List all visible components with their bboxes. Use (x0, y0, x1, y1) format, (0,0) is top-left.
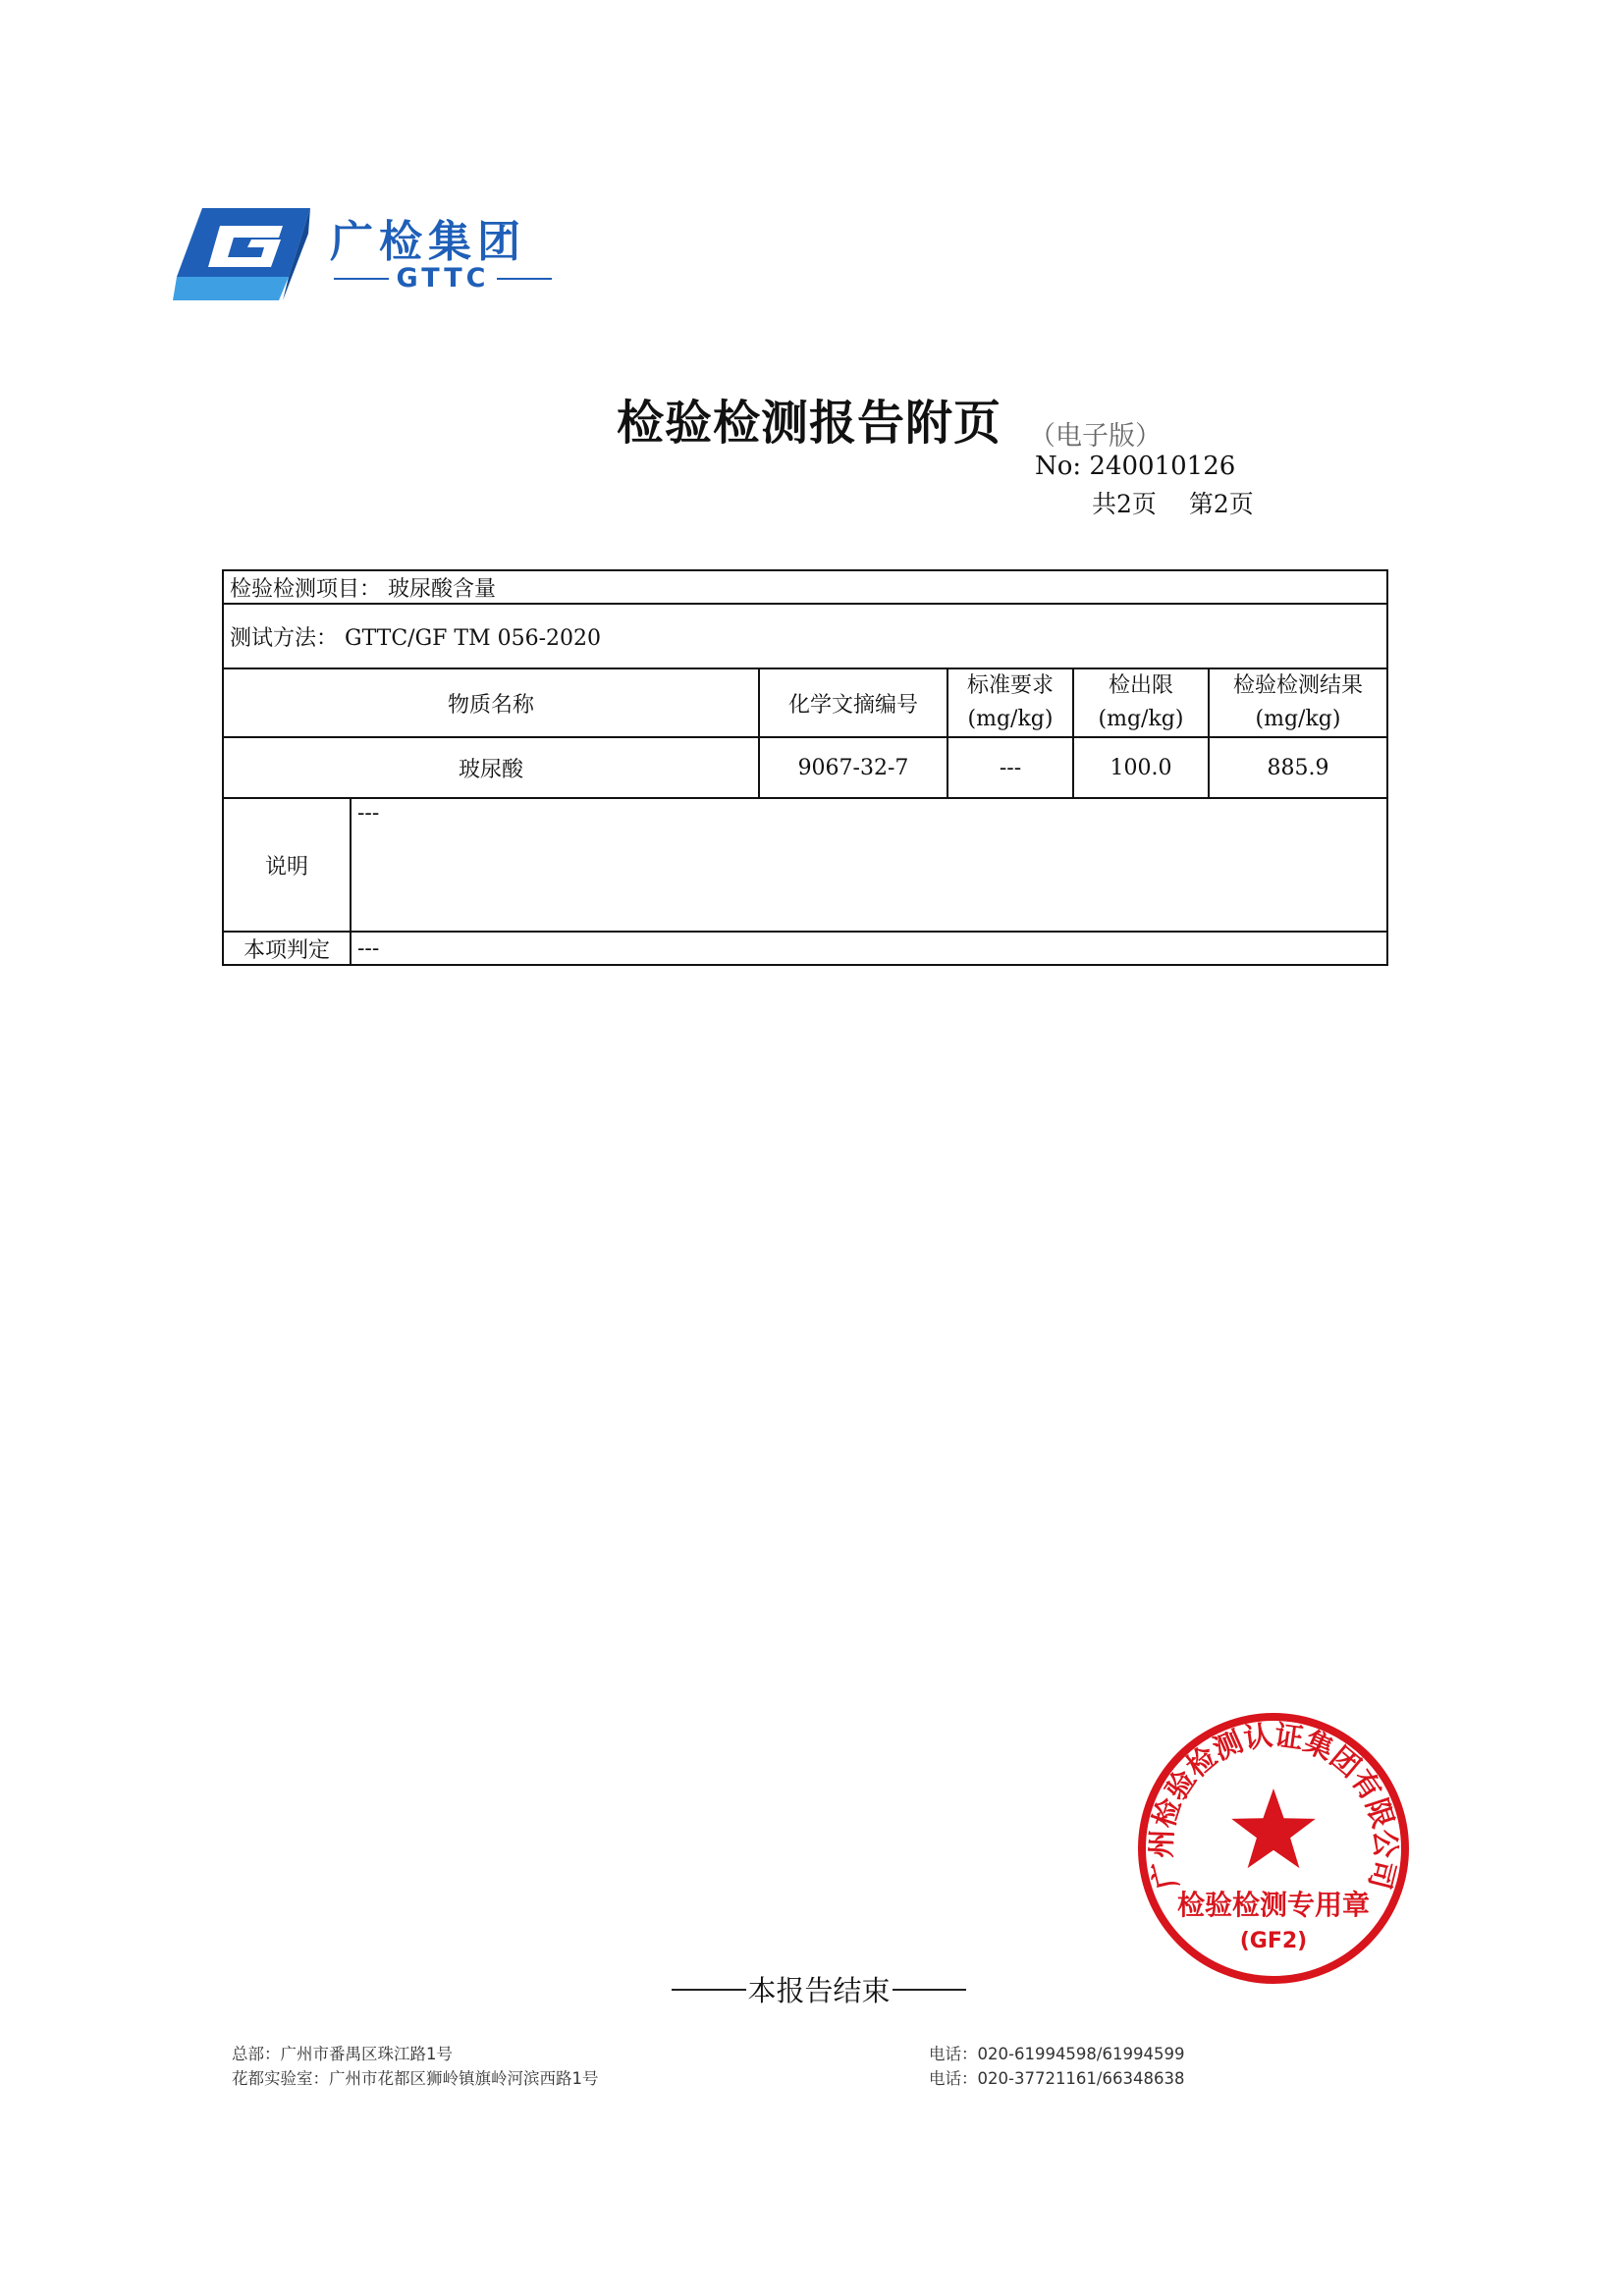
footer-hq-phone: 电话：020-61994598/61994599 (929, 2045, 1185, 2063)
col-standard-unit: (mg/kg) (967, 707, 1054, 731)
page-count: 共2页 第2页 (1092, 490, 1254, 518)
test-item: 检验检测项目： 玻尿酸含量 (223, 570, 1387, 604)
col-limit (1073, 668, 1209, 737)
report-end-mark (672, 1969, 966, 2009)
logo-english-text: GTTC (396, 263, 490, 294)
seal-code: (GF2) (1239, 1929, 1308, 1953)
col-result-title: 检验检测结果 (1232, 673, 1363, 698)
results-table (222, 569, 1388, 966)
judgement-row (223, 932, 1387, 965)
cell-cas: 9067-32-7 (759, 737, 947, 798)
col-limit-unit: (mg/kg) (1098, 707, 1184, 731)
col-limit-title: 检出限 (1108, 673, 1173, 698)
cell-limit: 100.0 (1073, 737, 1209, 798)
footer-lab-address: 花都实验室：广州市花都区狮岭镇旗岭河滨西路1号 (232, 2069, 599, 2088)
col-result (1209, 668, 1387, 737)
col-standard-title: 标准要求 (966, 673, 1054, 698)
method-row (223, 604, 1387, 668)
seal-ring-text: 广州检验检测认证集团有限公司 (1144, 1718, 1403, 1893)
report-end-text: 本报告结束 (747, 1974, 891, 2007)
col-result-unit: (mg/kg) (1255, 707, 1341, 731)
note-label: 说明 (223, 798, 351, 932)
col-standard (947, 668, 1073, 737)
table-row (223, 737, 1387, 798)
column-header-row (223, 668, 1387, 737)
cell-substance: 玻尿酸 (223, 737, 759, 798)
cell-result: 885.9 (1209, 737, 1387, 798)
report-number: No: 240010126 (1035, 452, 1236, 481)
official-seal-stamp (1131, 1706, 1416, 1991)
page-title: 检验检测报告附页 (617, 396, 1002, 451)
col-cas: 化学文摘编号 (759, 668, 947, 737)
item-row (223, 570, 1387, 604)
gttc-logo-mark-icon (173, 204, 310, 302)
note-row (223, 798, 1387, 932)
seal-center-text: 检验检测专用章 (1176, 1889, 1371, 1921)
cell-standard: --- (947, 737, 1073, 798)
col-substance: 物质名称 (223, 668, 759, 737)
footer-lab-phone: 电话：020-37721161/66348638 (929, 2069, 1185, 2088)
seal-star-icon (1231, 1789, 1316, 1868)
judgement-value: --- (351, 932, 1387, 965)
company-logo (173, 204, 556, 302)
logo-english-name (334, 263, 552, 294)
note-value: --- (351, 798, 1387, 932)
edition-label: （电子版） (1029, 421, 1162, 452)
judgement-label: 本项判定 (223, 932, 351, 965)
footer-hq-address: 总部：广州市番禺区珠江路1号 (232, 2045, 453, 2063)
logo-chinese-name: 广检集团 (330, 217, 526, 267)
test-method: 测试方法： GTTC/GF TM 056-2020 (223, 604, 1387, 668)
